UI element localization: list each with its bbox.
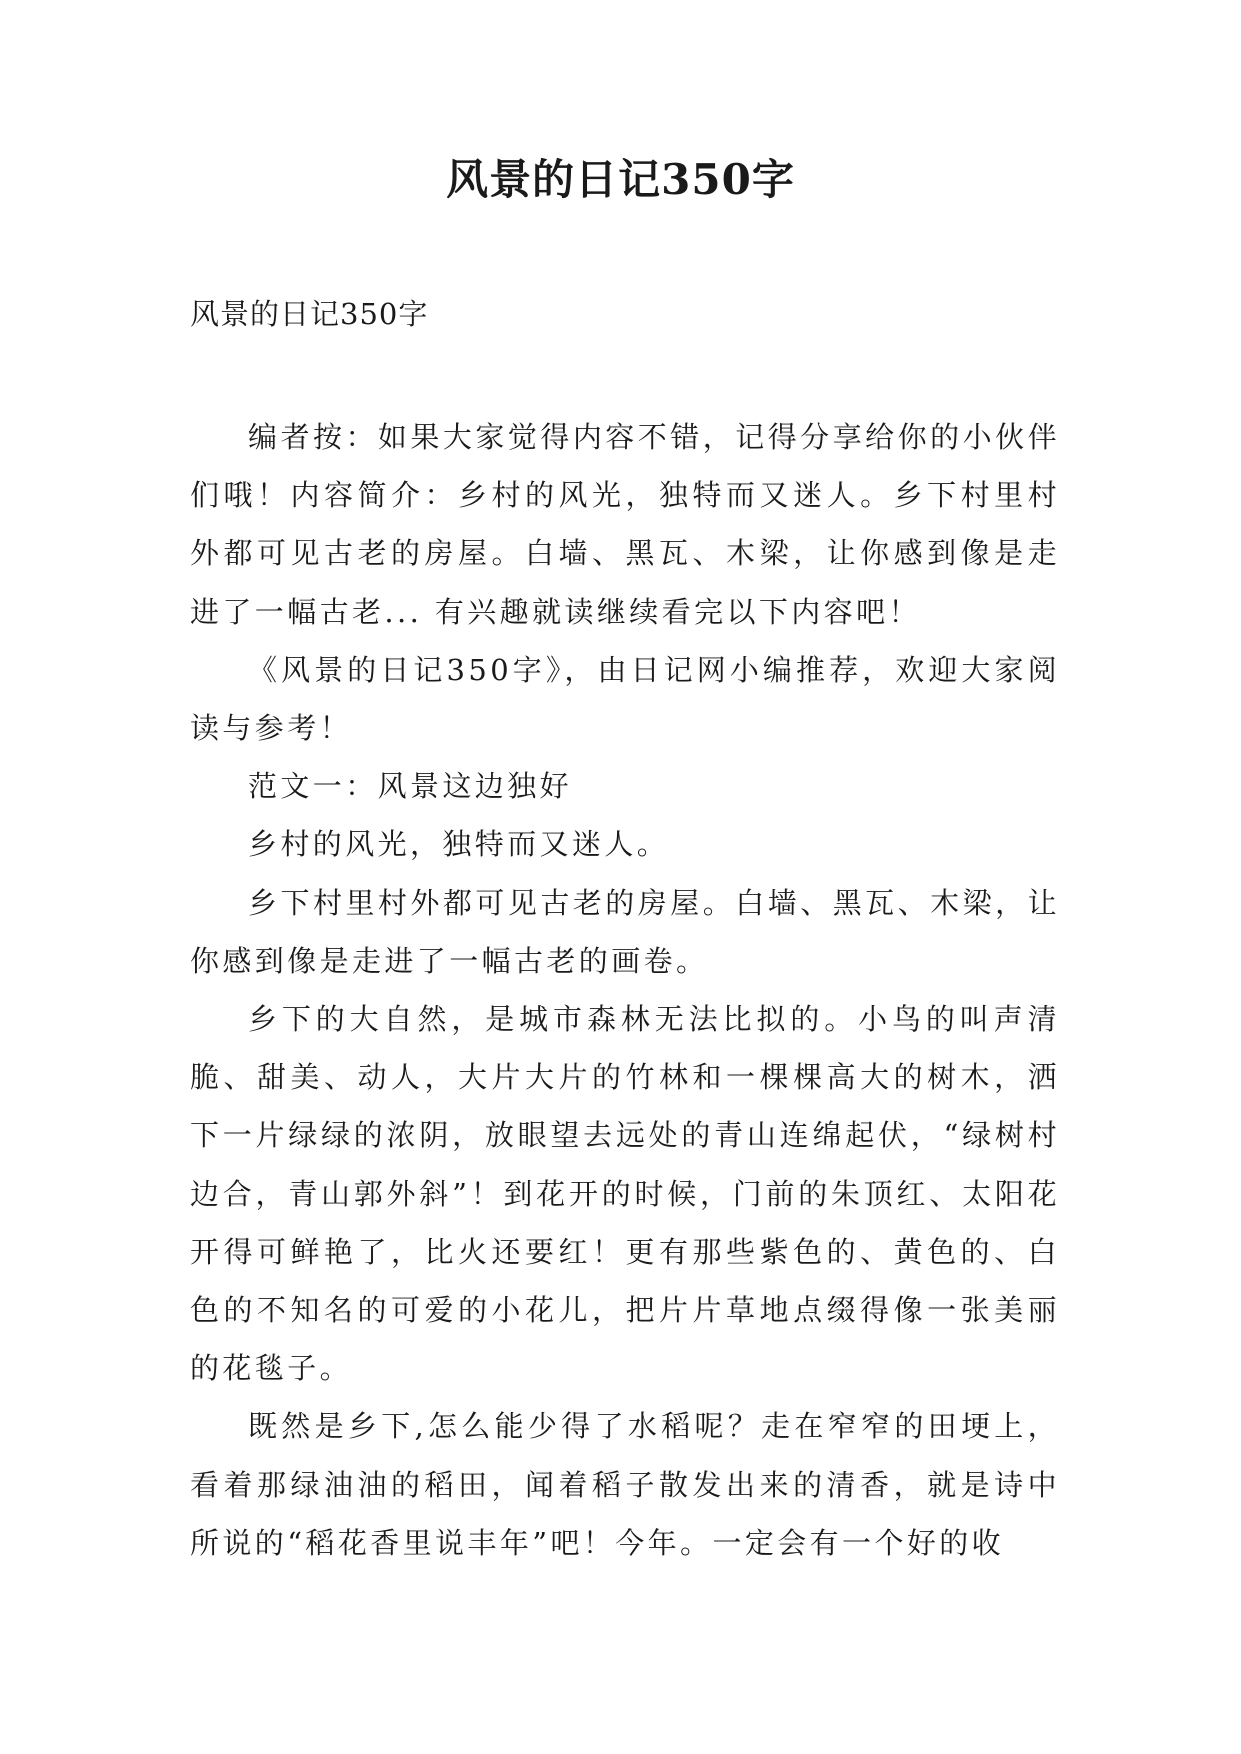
page-title: 风景的日记350字 [446,155,795,204]
paragraph-recommendation: 《风景的日记350字》，由日记网小编推荐，欢迎大家阅读与参考！ [190,652,1060,746]
paragraph-editor-note: 编者按：如果大家觉得内容不错，记得分享给你的小伙伴们哦！内容简介：乡村的风光，独特而又迷人。乡下村里村外都可见古老的房屋。白墙、黑瓦、木梁，让你感到像是走进了一幅古老... 有兴趣就读继续看完以下内容吧！ [190,420,1060,629]
document-body [190,408,1060,1572]
paragraph: 乡下村里村外都可见古老的房屋。白墙、黑瓦、木梁，让你感到像是走进了一幅古老的画卷。 [190,885,1060,978]
section-heading: 范文一：风景这边独好 [248,769,573,804]
document-subtitle: 风景的日记350字 [190,297,429,331]
paragraph: 既然是乡下,怎么能少得了水稻呢？走在窄窄的田埂上，看着那绿油油的稻田，闻着稻子散发出来的清香，就是诗中所说的“稻花香里说丰年”吧！今年。一定会有一个好的收 [190,1409,1060,1560]
paragraph: 乡村的风光，独特而又迷人。 [248,827,670,862]
paragraph: 乡下的大自然，是城市森林无法比拟的。小鸟的叫声清脆、甜美、动人，大片大片的竹林和一棵棵高大的树木，洒下一片绿绿的浓阴，放眼望去远处的青山连绵起伏，“绿树村边合，青山郭外斜”！到花开的时候，门前的朱顶红、太阳花开得可鲜艳了，比火还要红！更有那些紫色的、黄色的、白色的不知名的可爱的小花儿，把片片草地点缀得像一张美丽的花毯子。 [190,1002,1060,1386]
